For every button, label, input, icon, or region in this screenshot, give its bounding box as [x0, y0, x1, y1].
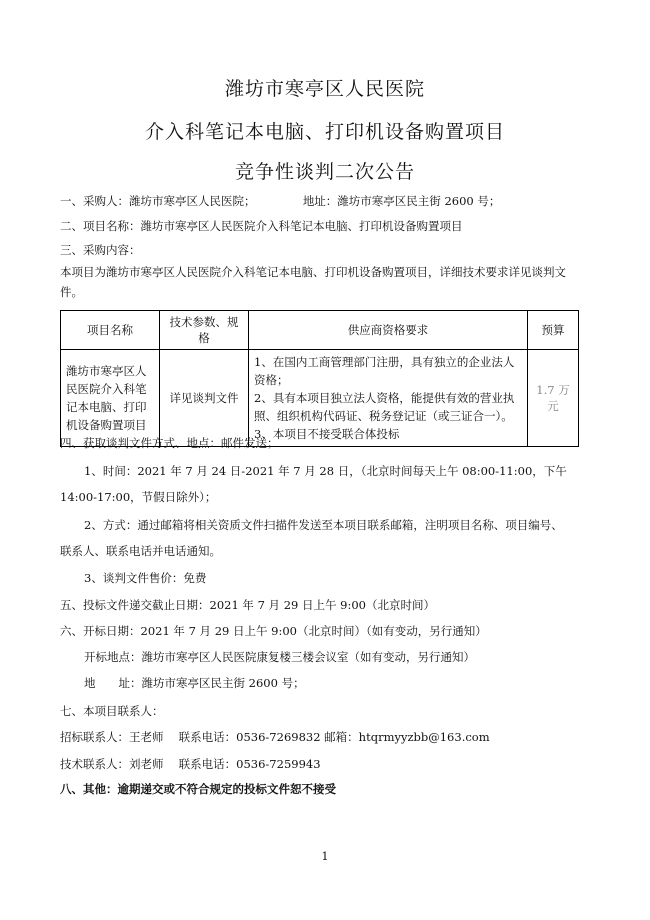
- table-header-cell: 预算: [528, 311, 579, 350]
- bid-contact: 招标联系人：王老师 联系电话：0536-7269832 邮箱：htqrmyyzbb@163.com: [60, 730, 490, 744]
- requirement-3: 3、本项目不接受联合体投标: [254, 427, 400, 441]
- time-line-1: 1、时间：2021 年 7 月 24 日-2021 年 7 月 28 日，（北京时间每天上午 08:00-11:00，下午: [84, 464, 567, 478]
- content-paragraph: 本项目为潍坊市寒亭区人民医院介入科笔记本电脑、打印机设备购置项目，详细技术要求详见谈判文件。: [60, 265, 566, 299]
- opening-place: 开标地点：潍坊市寒亭区人民医院康复楼三楼会议室（如有变动，另行通知）: [84, 650, 475, 664]
- doc-price: 3、谈判文件售价：免费: [84, 571, 207, 585]
- tech-contact: 技术联系人：刘老师 联系电话：0536-7259943: [60, 757, 321, 771]
- section-project-name: 二、项目名称：潍坊市寒亭区人民医院介入科笔记本电脑、打印机设备购置项目: [60, 219, 463, 233]
- time-line-2: 14:00-17:00，节假日除外）；: [60, 490, 217, 504]
- opening-address: 地 址：潍坊市寒亭区民主街 2600 号；: [84, 676, 305, 690]
- procurement-table: [60, 310, 579, 447]
- requirement-1: 1、在国内工商管理部门注册，具有独立的企业法人资格；: [254, 355, 515, 387]
- method-line-2: 联系人、联系电话并电话通知。: [60, 544, 221, 558]
- doc-title-line1: 潍坊市寒亭区人民医院: [224, 78, 425, 100]
- section-contacts: 七、本项目联系人：: [60, 704, 164, 718]
- budget-cell: 1.7 万元: [528, 350, 579, 447]
- table-header-row: [61, 311, 579, 350]
- table-row: [61, 350, 579, 447]
- section-get-docs: 四、获取谈判文件方式、地点：邮件发送；: [60, 436, 279, 450]
- page-number: 1: [321, 850, 329, 863]
- requirements-cell: [249, 350, 528, 447]
- section-purchaser: [60, 193, 500, 209]
- spec-cell: 详见谈判文件: [160, 350, 249, 447]
- purchaser-label: 一、采购人：潍坊市寒亭区人民医院；: [60, 194, 256, 208]
- section-deadline: 五、投标文件递交截止日期：2021 年 7 月 29 日上午 9:00（北京时间）: [60, 598, 435, 612]
- table-header-cell: 供应商资格要求: [249, 311, 528, 350]
- section-opening-date: 六、开标日期：2021 年 7 月 29 日上午 9:00（北京时间）（如有变动，另行通知）: [60, 624, 487, 638]
- project-name-cell: 潍坊市寒亭区人民医院介入科笔记本电脑、打印机设备购置项目: [61, 350, 160, 447]
- doc-title-line3: 竞争性谈判二次公告: [234, 161, 415, 183]
- table-header-cell: 项目名称: [61, 311, 160, 350]
- section-content-heading: 三、采购内容：: [60, 243, 141, 257]
- purchaser-address: 地址：潍坊市寒亭区民主街 2600 号；: [302, 194, 501, 208]
- section-other: 八、其他：逾期递交或不符合规定的投标文件恕不接受: [60, 782, 336, 796]
- doc-title-line2: 介入科笔记本电脑、打印机设备购置项目: [144, 121, 505, 143]
- method-line-1: 2、方式：通过邮箱将相关资质文件扫描件发送至本项目联系邮箱，注明项目名称、项目编号、: [84, 518, 563, 532]
- table-header-cell: 技术参数、规格: [160, 311, 249, 350]
- requirement-2: 2、具有本项目独立法人资格，能提供有效的营业执照、组织机构代码证、税务登记证（或三证合一）。: [254, 391, 515, 423]
